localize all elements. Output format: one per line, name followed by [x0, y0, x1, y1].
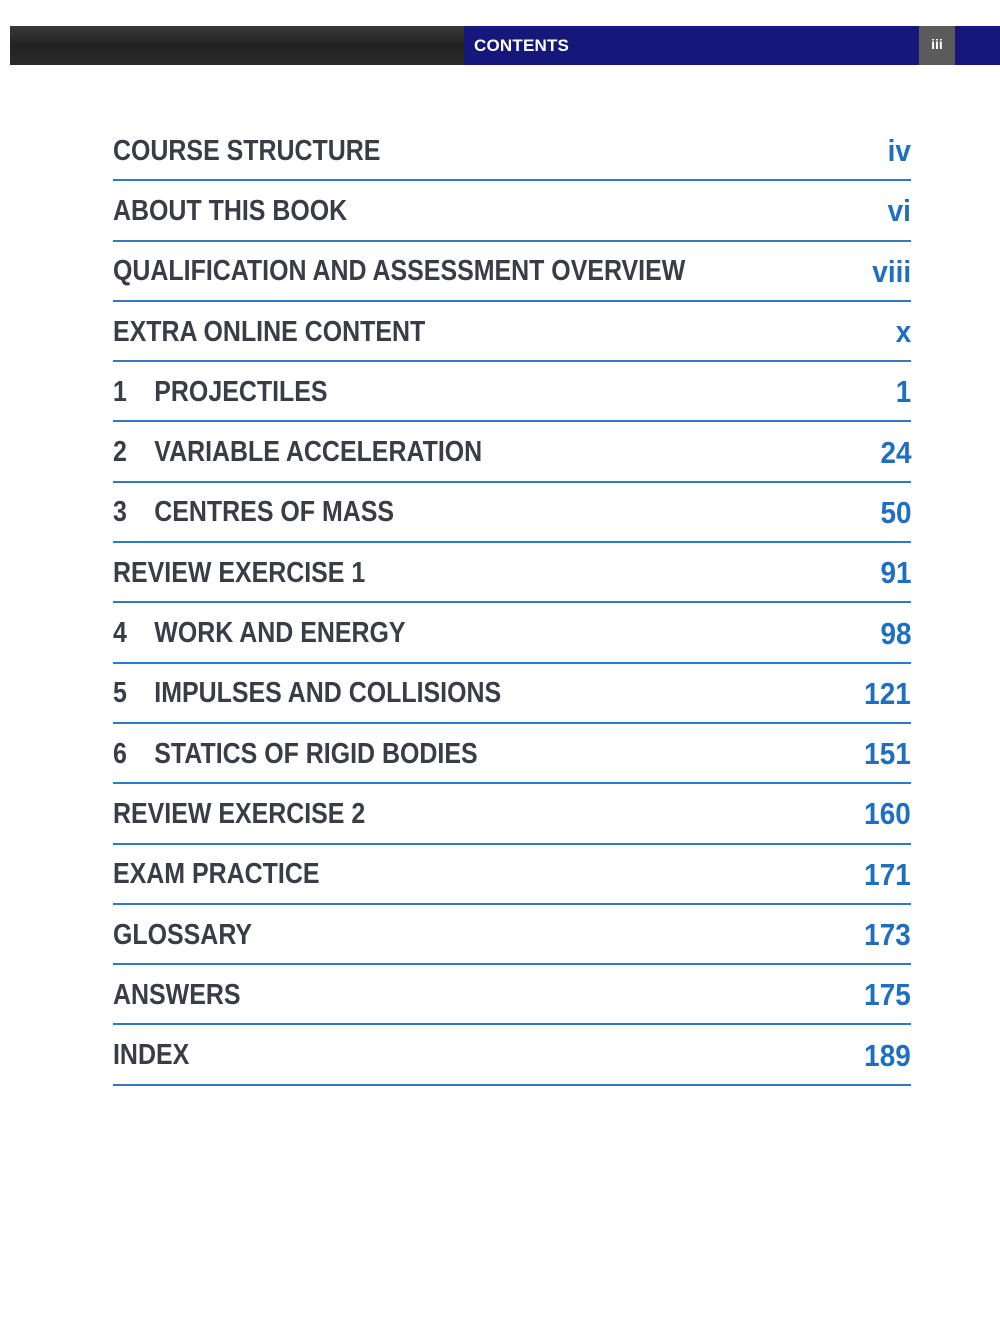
toc-entry-page: 24 — [879, 434, 911, 470]
toc-entry-label — [113, 738, 478, 771]
chapter-number: 5 — [113, 677, 127, 710]
toc-entry-label — [113, 919, 252, 952]
toc-entry-page: 98 — [879, 615, 911, 651]
toc-entry-label — [113, 677, 501, 710]
toc-entry-page: 160 — [864, 796, 911, 832]
toc-entry-title: CENTRES OF MASS — [154, 496, 395, 529]
toc-entry[interactable] — [113, 724, 911, 784]
toc-entry-page: vi — [887, 193, 911, 229]
toc-entry-label — [113, 858, 319, 891]
toc-entry[interactable] — [113, 845, 911, 905]
chapter-number: 2 — [113, 436, 127, 469]
toc-entry-page: 50 — [879, 494, 911, 530]
toc-entry-title: VARIABLE ACCELERATION — [154, 436, 483, 469]
toc-entry-title: WORK AND ENERGY — [154, 617, 406, 650]
toc-entry[interactable] — [113, 181, 911, 241]
toc-entry[interactable] — [113, 121, 911, 181]
toc-entry-label — [113, 195, 347, 228]
toc-entry-page: 171 — [864, 856, 911, 892]
toc-entry-page: 91 — [879, 555, 911, 591]
toc-entry-title: REVIEW EXERCISE 1 — [113, 556, 366, 589]
toc-entry[interactable] — [113, 784, 911, 844]
toc-entry[interactable] — [113, 1025, 911, 1085]
toc-entry-title: COURSE STRUCTURE — [113, 134, 381, 167]
toc-entry-title: PROJECTILES — [154, 375, 328, 408]
chapter-number: 4 — [113, 617, 127, 650]
toc-entry-page: 173 — [864, 917, 911, 952]
toc-entry-label — [113, 557, 365, 590]
toc-entry-label — [113, 1039, 189, 1072]
toc-entry-page: 151 — [864, 736, 911, 772]
toc-entry[interactable] — [113, 603, 911, 663]
toc-entry[interactable] — [113, 422, 911, 482]
toc-entry[interactable] — [113, 905, 911, 965]
toc-entry-title: REVIEW EXERCISE 2 — [113, 797, 366, 830]
toc-entry-label — [113, 316, 425, 349]
toc-entry-title: GLOSSARY — [113, 918, 253, 951]
chapter-number: 6 — [113, 737, 127, 770]
toc-entry-label — [113, 798, 365, 831]
toc-entry-page: 175 — [864, 977, 911, 1013]
toc-entry[interactable] — [113, 543, 911, 603]
header-bar — [10, 26, 1000, 65]
toc-entry[interactable] — [113, 483, 911, 543]
toc-entry-page: 121 — [864, 675, 911, 711]
toc-entry-title: ABOUT THIS BOOK — [113, 194, 348, 227]
toc-entry[interactable] — [113, 965, 911, 1025]
toc-entry-title: EXAM PRACTICE — [113, 858, 320, 891]
toc-entry-page: 1 — [895, 374, 911, 410]
toc-entry-label — [113, 496, 394, 529]
toc-entry[interactable] — [113, 302, 911, 362]
table-of-contents — [113, 121, 911, 1086]
chapter-number: 1 — [113, 375, 127, 408]
page-number: iii — [919, 26, 955, 65]
toc-entry-title: INDEX — [113, 1039, 190, 1072]
toc-entry-title: QUALIFICATION AND ASSESSMENT OVERVIEW — [113, 255, 686, 288]
toc-entry-label — [113, 376, 328, 409]
toc-entry-title: EXTRA ONLINE CONTENT — [113, 315, 426, 348]
toc-entry-page: iv — [887, 133, 911, 169]
toc-entry-page: viii — [872, 253, 911, 289]
toc-entry-label — [113, 979, 240, 1012]
toc-entry-label — [113, 135, 380, 168]
toc-entry[interactable] — [113, 242, 911, 302]
header-blue-band — [464, 26, 1000, 65]
toc-entry-page: x — [895, 314, 911, 350]
toc-entry-title: ANSWERS — [113, 978, 241, 1011]
toc-entry-title: STATICS OF RIGID BODIES — [154, 737, 478, 770]
toc-entry[interactable] — [113, 362, 911, 422]
toc-entry-title: IMPULSES AND COLLISIONS — [154, 677, 502, 710]
toc-entry-page: 189 — [864, 1037, 911, 1073]
toc-entry-label — [113, 255, 685, 288]
toc-entry-label — [113, 617, 406, 650]
chapter-number: 3 — [113, 496, 127, 529]
toc-entry-label — [113, 436, 482, 469]
toc-entry[interactable] — [113, 664, 911, 724]
section-title: CONTENTS — [474, 36, 570, 55]
header-dark-band — [10, 26, 464, 65]
